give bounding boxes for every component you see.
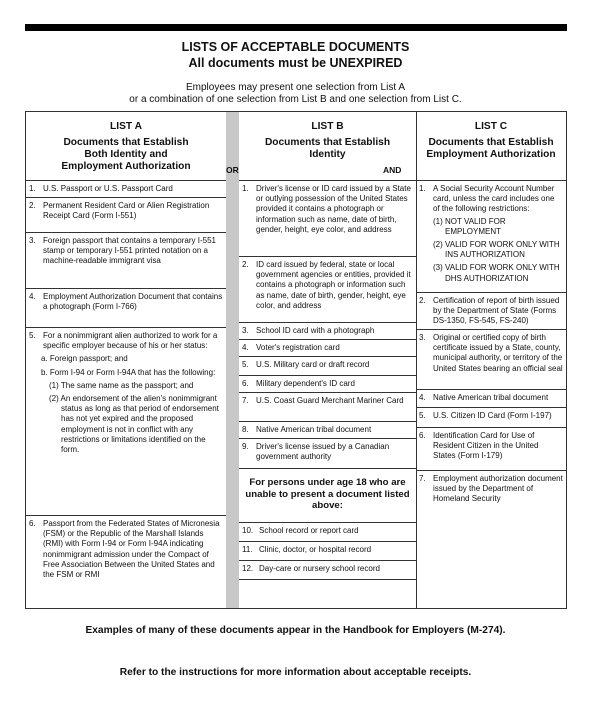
footer-handbook-note: Examples of many of these documents appear in the Handbook for Employers (M-274). xyxy=(85,625,506,636)
list-c-item-1: 1. A Social Security Account Number card, unless the card includes one of the following restrictions: (1) NOT VALID FOR EMPLOYMENT (2) VALID FOR WORK ONLY WITH INS AUTHORIZATION (3) VALID FOR WORK ONLY WITH DHS AUTHORIZATION xyxy=(416,180,566,292)
list-b-item-12: 12. Day-care or nursery school record xyxy=(239,560,416,580)
list-b-item-4: 4. Voter's registration card xyxy=(239,339,416,356)
list-b-heading-2: Identity xyxy=(309,149,346,160)
list-a-heading-3: Employment Authorization xyxy=(61,161,191,172)
list-b-item-8: 8. Native American tribal document xyxy=(239,421,416,438)
list-a-heading-1: Documents that Establish xyxy=(63,137,189,148)
list-b-letter: LIST B xyxy=(311,121,344,132)
list-c-item-4: 4. Native American tribal document xyxy=(416,389,566,407)
list-b-item-9: 9. Driver's license issued by a Canadian government authority xyxy=(239,438,416,468)
list-c-header xyxy=(416,112,566,170)
list-c-letter: LIST C xyxy=(474,121,508,132)
list-b-header xyxy=(239,112,416,170)
list-a-item-1: 1. U.S. Passport or U.S. Passport Card xyxy=(26,180,226,197)
list-b-heading-1: Documents that Establish xyxy=(264,137,391,148)
list-a-heading-2: Both Identity and xyxy=(84,149,168,160)
list-a-header xyxy=(26,112,226,170)
list-b-item-11: 11. Clinic, doctor, or hospital record xyxy=(239,541,416,560)
list-c-item-5: 5. U.S. Citizen ID Card (Form I-197) xyxy=(416,407,566,427)
list-c-item-6: 6. Identification Card for Use of Resident Citizen in the United States (Form I-179) xyxy=(416,427,566,470)
list-a-letter: LIST A xyxy=(110,121,142,132)
list-b-item-7: 7. U.S. Coast Guard Merchant Mariner Card xyxy=(239,392,416,421)
list-c-item-7: 7. Employment authorization document issued by the Department of Homeland Security xyxy=(416,470,566,510)
list-c-heading-2: Employment Authorization xyxy=(426,149,556,160)
list-b-item-1: 1. Driver's license or ID card issued by a State or outlying possession of the United States provided it contains a photograph or information such as name, date of birth, gender, height, eye color, and address xyxy=(239,180,416,256)
list-b-item-2: 2. ID card issued by federal, state or local government agencies or entities, provided it contains a photograph or information such as name, date of birth, gender, height, eye color, and address xyxy=(239,256,416,322)
list-b-column xyxy=(239,112,417,608)
or-label: OR xyxy=(226,165,239,175)
list-c-item-2: 2. Certification of report of birth issued by the Department of State (Forms DS-1350, FS-545, FS-240) xyxy=(416,292,566,329)
list-a-b-separator xyxy=(226,112,239,608)
list-a-item-3: 3. Foreign passport that contains a temporary I-551 stamp or temporary I-551 printed notation on a machine-readable immigrant visa xyxy=(26,232,226,288)
list-a-column xyxy=(26,112,226,608)
footer-receipts-note: Refer to the instructions for more information about acceptable receipts. xyxy=(119,667,472,678)
list-c-heading-1: Documents that Establish xyxy=(428,137,554,148)
page-subtitle: All documents must be UNEXPIRED xyxy=(188,56,403,70)
intro-line-1: Employees may present one selection from List A xyxy=(186,82,405,93)
list-b-item-10: 10. School record or report card xyxy=(239,522,416,541)
and-label: AND xyxy=(383,165,402,175)
list-a-item-2: 2. Permanent Resident Card or Alien Registration Receipt Card (Form I-551) xyxy=(26,197,226,232)
page-title: LISTS OF ACCEPTABLE DOCUMENTS xyxy=(181,40,410,54)
list-a-item-4: 4. Employment Authorization Document that contains a photograph (Form I-766) xyxy=(26,288,226,327)
documents-table xyxy=(25,111,567,609)
list-b-under-18-note: For persons under age 18 who are unable to present a document listed above: xyxy=(239,468,416,522)
top-rule xyxy=(25,24,567,31)
list-c-column xyxy=(416,112,566,608)
intro-text xyxy=(0,82,591,106)
list-b-item-6: 6. Military dependent's ID card xyxy=(239,375,416,392)
intro-line-2: or a combination of one selection from List B and one selection from List C. xyxy=(129,94,462,105)
list-a-item-5: 5. For a nonimmigrant alien authorized to work for a specific employer because of his or her status: a. Foreign passport; and b. Form I-94 or Form I-94A that has the following: (1) The same name as the passport; and (2) An endorsement of the alien's nonimmigrant status as long as that period of endorsement has not yet expired and the proposed employment is not in conflict with any restrictions or limitations identified on the form. xyxy=(26,327,226,515)
list-c-item-3: 3. Original or certified copy of birth certificate issued by a State, county, municipal authority, or territory of the United States bearing an official seal xyxy=(416,329,566,389)
list-b-item-3: 3. School ID card with a photograph xyxy=(239,322,416,339)
list-b-item-5: 5. U.S. Military card or draft record xyxy=(239,356,416,375)
list-a-item-6: 6. Passport from the Federated States of Micronesia (FSM) or the Republic of the Marshall Islands (RMI) with Form I-94 or Form I-94A indicating nonimmigrant admission under the Compact of Free Association Between the United States and the FSM or RMI xyxy=(26,515,226,610)
